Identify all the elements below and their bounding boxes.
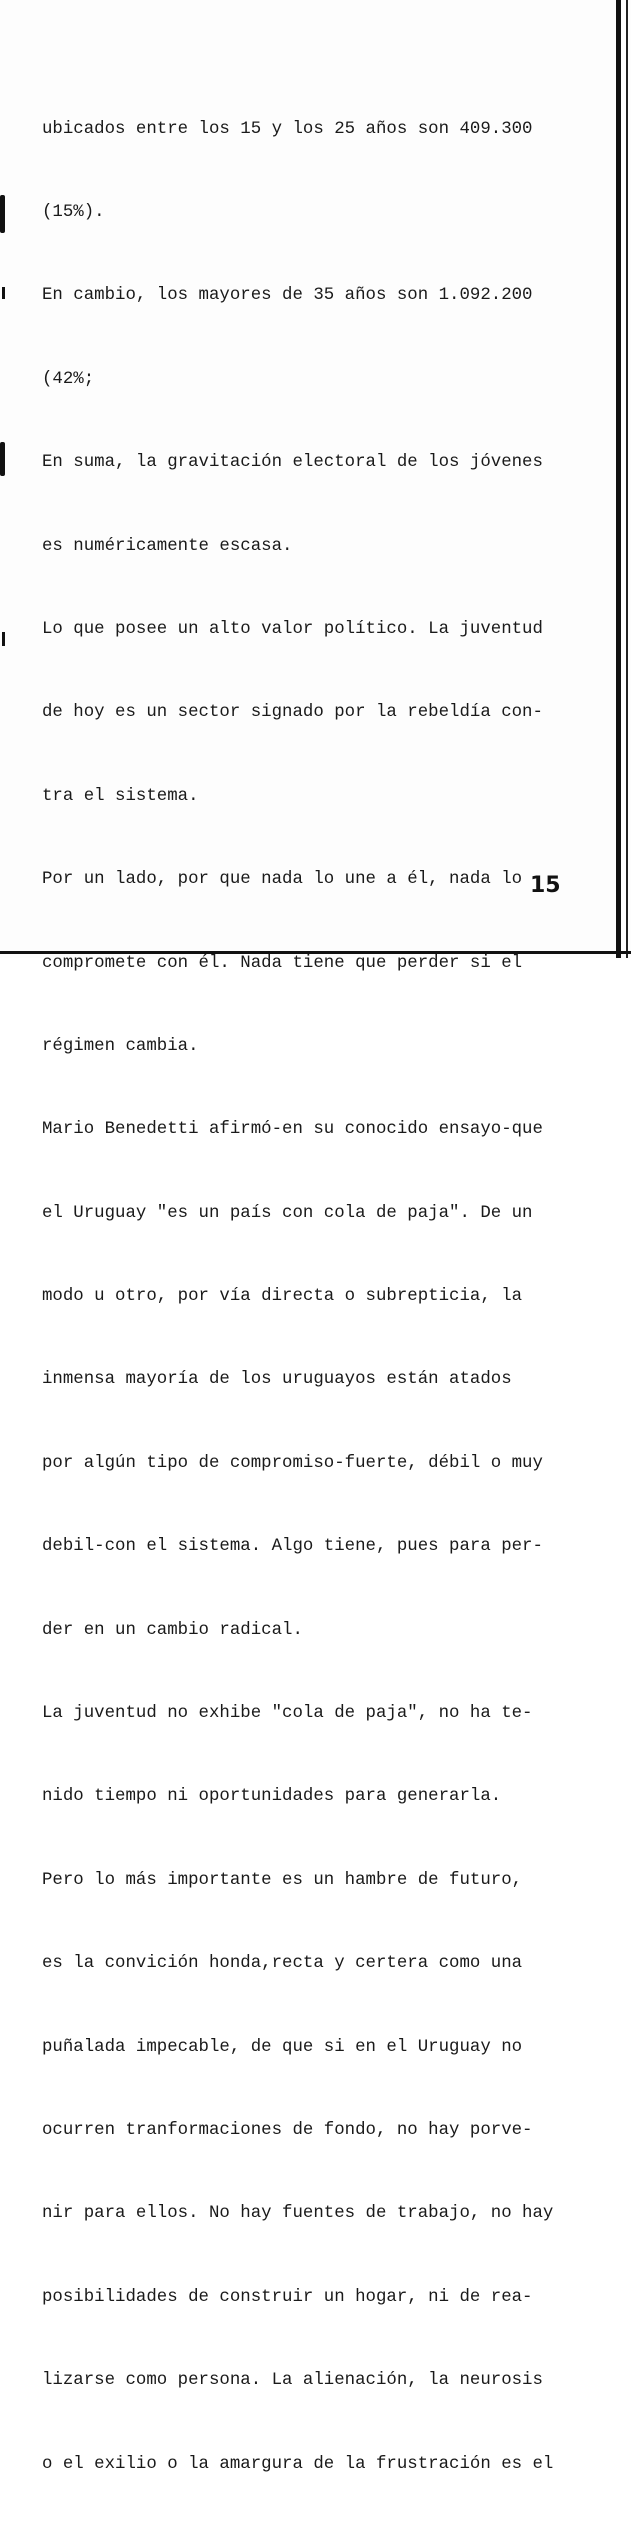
text-line: compromete con él. Nada tiene que perder si el [42, 953, 523, 973]
text-line: de hoy es un sector signado por la rebeldía con- [42, 703, 543, 723]
text-line: En suma, la gravitación electoral de los jóvenes [42, 453, 543, 473]
text-line: es numéricamente escasa. [42, 536, 293, 556]
text-line: Por un lado, por que nada lo une a él, nada lo [42, 870, 523, 890]
text-line: ubicados entre los 15 y los 25 años son 409.300 [42, 119, 533, 139]
text-line: nido tiempo ni oportunidades para generarla. [42, 1787, 502, 1807]
text-line: lizarse como persona. La alienación, la neurosis [42, 2371, 543, 2391]
page-number: 15 [530, 873, 561, 898]
text-line: Pero lo más importante es un hambre de futuro, [42, 1870, 523, 1890]
body-text [42, 60, 597, 2534]
text-line: régimen cambia. [42, 1036, 199, 1056]
margin-mark [0, 195, 5, 233]
margin-mark [0, 442, 5, 476]
text-line: (42%; [42, 369, 95, 389]
page-edge-shadow [616, 0, 621, 958]
text-line: Lo que posee un alto valor político. La juventud [42, 619, 543, 639]
text-line: inmensa mayoría de los uruguayos están atados [42, 1370, 512, 1390]
text-line: puñalada impecable, de que si en el Uruguay no [42, 2037, 523, 2057]
text-line: der en un cambio radical. [42, 1620, 303, 1640]
page-edge-line [626, 0, 628, 958]
text-line: En cambio, los mayores de 35 años son 1.092.200 [42, 286, 533, 306]
text-line: La juventud no exhibe "cola de paja", no ha te- [42, 1704, 533, 1724]
text-line: o el exilio o la amargura de la frustración es el [42, 2454, 554, 2474]
text-line: el Uruguay "es un país con cola de paja". De un [42, 1203, 533, 1223]
margin-mark [2, 287, 5, 299]
text-line: es la convición honda,recta y certera como una [42, 1954, 523, 1974]
text-line: nir para ellos. No hay fuentes de trabajo, no hay [42, 2204, 554, 2224]
text-line: debil-con el sistema. Algo tiene, pues para per- [42, 1537, 543, 1557]
text-line: tra el sistema. [42, 786, 199, 806]
text-line: (15%). [42, 202, 105, 222]
text-line: Mario Benedetti afirmó-en su conocido ensayo-que [42, 1120, 543, 1140]
text-line: por algún tipo de compromiso-fuerte, débil o muy [42, 1453, 543, 1473]
text-line: posibilidades de construir un hogar, ni de rea- [42, 2287, 533, 2307]
margin-mark [2, 632, 5, 646]
text-line: modo u otro, por vía directa o subrepticia, la [42, 1287, 523, 1307]
text-line: ocurren tranformaciones de fondo, no hay porve- [42, 2120, 533, 2140]
